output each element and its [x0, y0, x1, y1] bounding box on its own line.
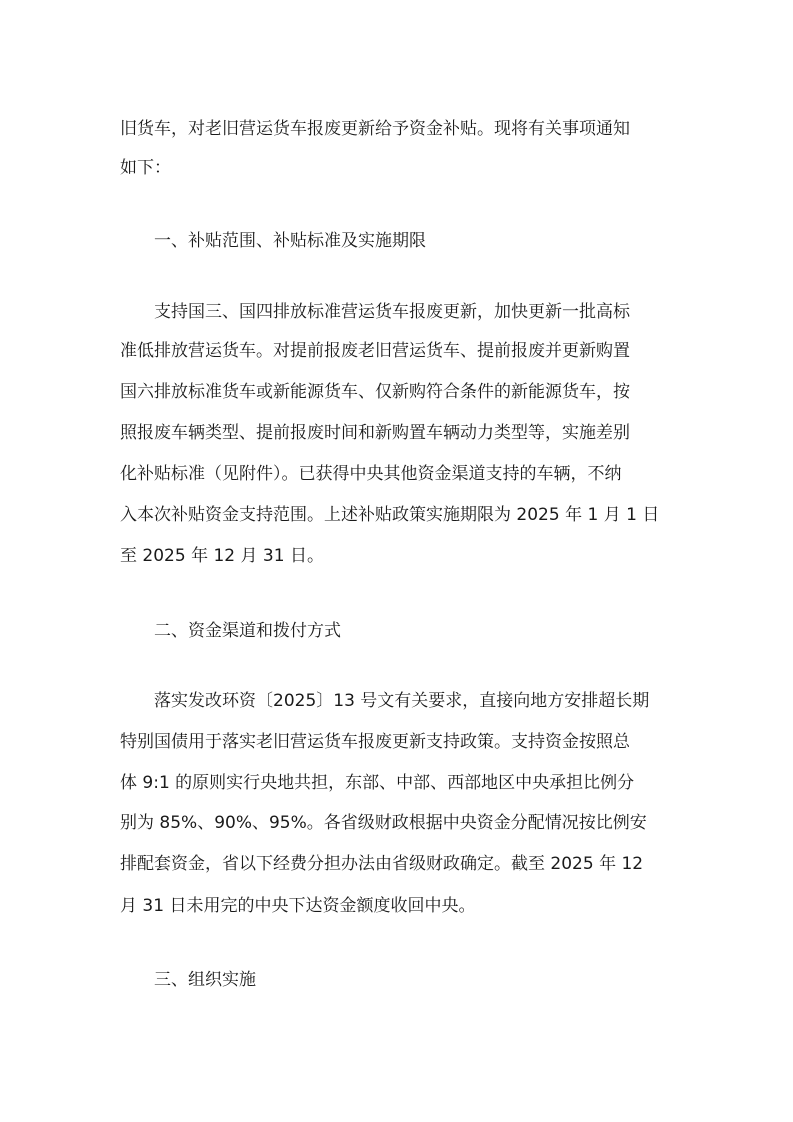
- section-1-heading: 一、补贴范围、补贴标准及实施期限: [154, 231, 426, 251]
- section-1-line-6: 入本次补贴资金支持范围。上述补贴政策实施期限为 2025 年 1 月 1 日: [120, 505, 660, 525]
- section-2-line-2: 特别国债用于落实老旧营运货车报废更新支持政策。支持资金按照总: [120, 732, 630, 752]
- intro-line-1: 旧货车，对老旧营运货车报废更新给予资金补贴。现将有关事项通知: [120, 119, 630, 139]
- section-1-line-7: 至 2025 年 12 月 31 日。: [120, 546, 324, 566]
- section-2-line-1: 落实发改环资〔2025〕13 号文有关要求，直接向地方安排超长期: [154, 691, 650, 711]
- section-2-line-5: 排配套资金，省以下经费分担办法由省级财政确定。截至 2025 年 12: [120, 854, 644, 874]
- intro-line-2: 如下：: [120, 158, 171, 178]
- section-1-line-1: 支持国三、国四排放标准营运货车报废更新，加快更新一批高标: [154, 302, 630, 322]
- section-2-heading: 二、资金渠道和拨付方式: [154, 621, 341, 641]
- section-2-line-3: 体 9:1 的原则实行央地共担，东部、中部、西部地区中央承担比例分: [120, 773, 635, 793]
- section-3-heading: 三、组织实施: [154, 970, 256, 990]
- section-2-line-6: 月 31 日未用完的中央下达资金额度收回中央。: [120, 896, 476, 916]
- section-1-line-5: 化补贴标准（见附件）。已获得中央其他资金渠道支持的车辆，不纳: [120, 464, 622, 484]
- section-1-line-2: 准低排放营运货车。对提前报废老旧营运货车、提前报废并更新购置: [120, 341, 630, 361]
- section-2-line-4: 别为 85%、90%、95%。各省级财政根据中央资金分配情况按比例安: [120, 813, 647, 833]
- section-1-line-3: 国六排放标准货车或新能源货车、仅新购符合条件的新能源货车，按: [120, 382, 630, 402]
- section-1-line-4: 照报废车辆类型、提前报废时间和新购置车辆动力类型等，实施差别: [120, 423, 630, 443]
